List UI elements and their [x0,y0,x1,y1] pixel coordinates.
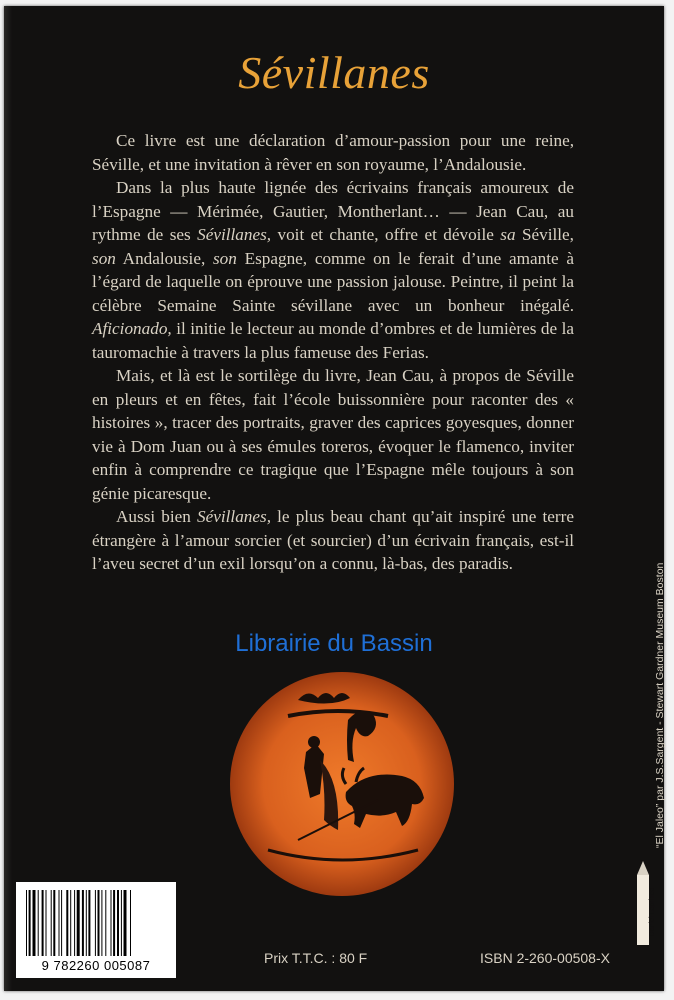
blurb-italic: son [92,248,116,268]
price-label: Prix T.T.C. : 80 F [264,950,368,966]
blurb-italic: Sévillanes, [197,225,272,244]
book-title: Sévillanes [238,47,430,98]
barcode-bar [88,890,90,956]
barcode-bar [26,890,27,956]
barcode-bar [53,890,55,956]
cover-spine-edge [4,6,12,991]
blurb-fragment: Espagne, comme on le ferait d’une amante à l’égard de laquelle on éprouve une passion jalouse. Peintre, il peint la célèbre Semaine Sainte sévillane avec un bonheur inégalé. [92,248,574,315]
barcode-bar [105,890,106,956]
plate-disc [230,672,454,896]
barcode-bar [46,890,47,956]
barcode-bar [124,890,127,956]
barcode-bar [113,890,115,956]
barcode-bar [51,890,52,956]
blurb-fragment: Andalousie, [115,248,213,268]
barcode-bar [59,890,60,956]
blurb-fragment: Dans la plus haute lignée des écrivains français amoureux de l’Espagne — Mérimée, Gautier, Montherlant… — Jean Cau, au rythme de ses [92,178,574,244]
barcode-bar [42,890,44,956]
barcode-bar [117,890,119,956]
isbn-label: ISBN 2-260-00508-X [480,950,610,966]
barcode-bar [33,890,36,956]
bullfight-plate-illustration [228,670,456,898]
barcode-bar [121,890,122,956]
barcode-bar [61,890,62,956]
book-back-cover [4,6,664,991]
blurb-paragraph-2 [92,176,574,364]
barcode-bar [66,890,68,956]
barcode-bar [70,890,71,956]
blurb-italic: Sévillanes, [197,507,272,526]
barcode-bar [38,890,39,956]
barcode-bar [82,890,84,956]
blurb-fragment: Séville, [515,225,574,244]
blurb-fragment: Aussi bien [116,507,198,526]
blurb-italic: sa [500,225,516,244]
blurb-paragraph-4 [92,505,574,576]
barcode-bar [86,890,87,956]
cover-art-credit: “El Jaleo” par J.S.Sargent - Stewart Gardner Museum Boston [654,562,666,848]
blurb-italic: son [212,248,237,268]
blurb-italic: Aficionado, [92,319,172,338]
blurb-fragment: il initie le lecteur au monde d’ombres et de lumières de la tauromachie à travers la plus fameuse des Ferias. [92,319,574,362]
barcode-digits: 9 782260 005087 [41,958,151,973]
barcode-bar [98,890,100,956]
blurb-fragment: voit et chante, offre et dévoile [271,225,501,244]
blurb-paragraph-1: Ce livre est une déclaration d’amour-passion pour une reine, Séville, et une invitation à rêver en son royaume, l’Andalousie. [92,131,574,174]
blurb-paragraph-3: Mais, et là est le sortilège du livre, Jean Cau, à propos de Séville en pleurs et en fêtes, fait l’école buissonnière pour raconter des « histoires », tracer des portraits, graver des caprices goyesques, donner vie à Dom Juan ou à ses émules toreros, évoquer le flamenco, inviter enfin à comprendre ce tragique que l’Espagne mêle toujours à son génie picaresque. [92,366,574,503]
blurb-fragment: le plus beau chant qu’ait inspiré une terre étrangère à l’amour sorcier (et sourcier) d’un écrivain français, est-il l’aveu secret d’un exil lorsqu’on a connu, là-bas, des paradis. [92,507,575,573]
pencil-logo-icon [636,861,650,945]
barcode [16,882,176,978]
barcode-bars [26,890,166,956]
barcode-bar [111,890,112,956]
barcode-bar [130,890,131,956]
bookseller-watermark: Librairie du Bassin [235,630,433,657]
barcode-bar [95,890,96,956]
barcode-bar [101,890,102,956]
blurb-text [92,129,574,576]
barcode-bar [77,890,80,956]
barcode-bar [74,890,75,956]
matador-head [308,736,320,748]
pencil-label: Daniel Leprince [649,887,656,937]
barcode-bar [29,890,31,956]
